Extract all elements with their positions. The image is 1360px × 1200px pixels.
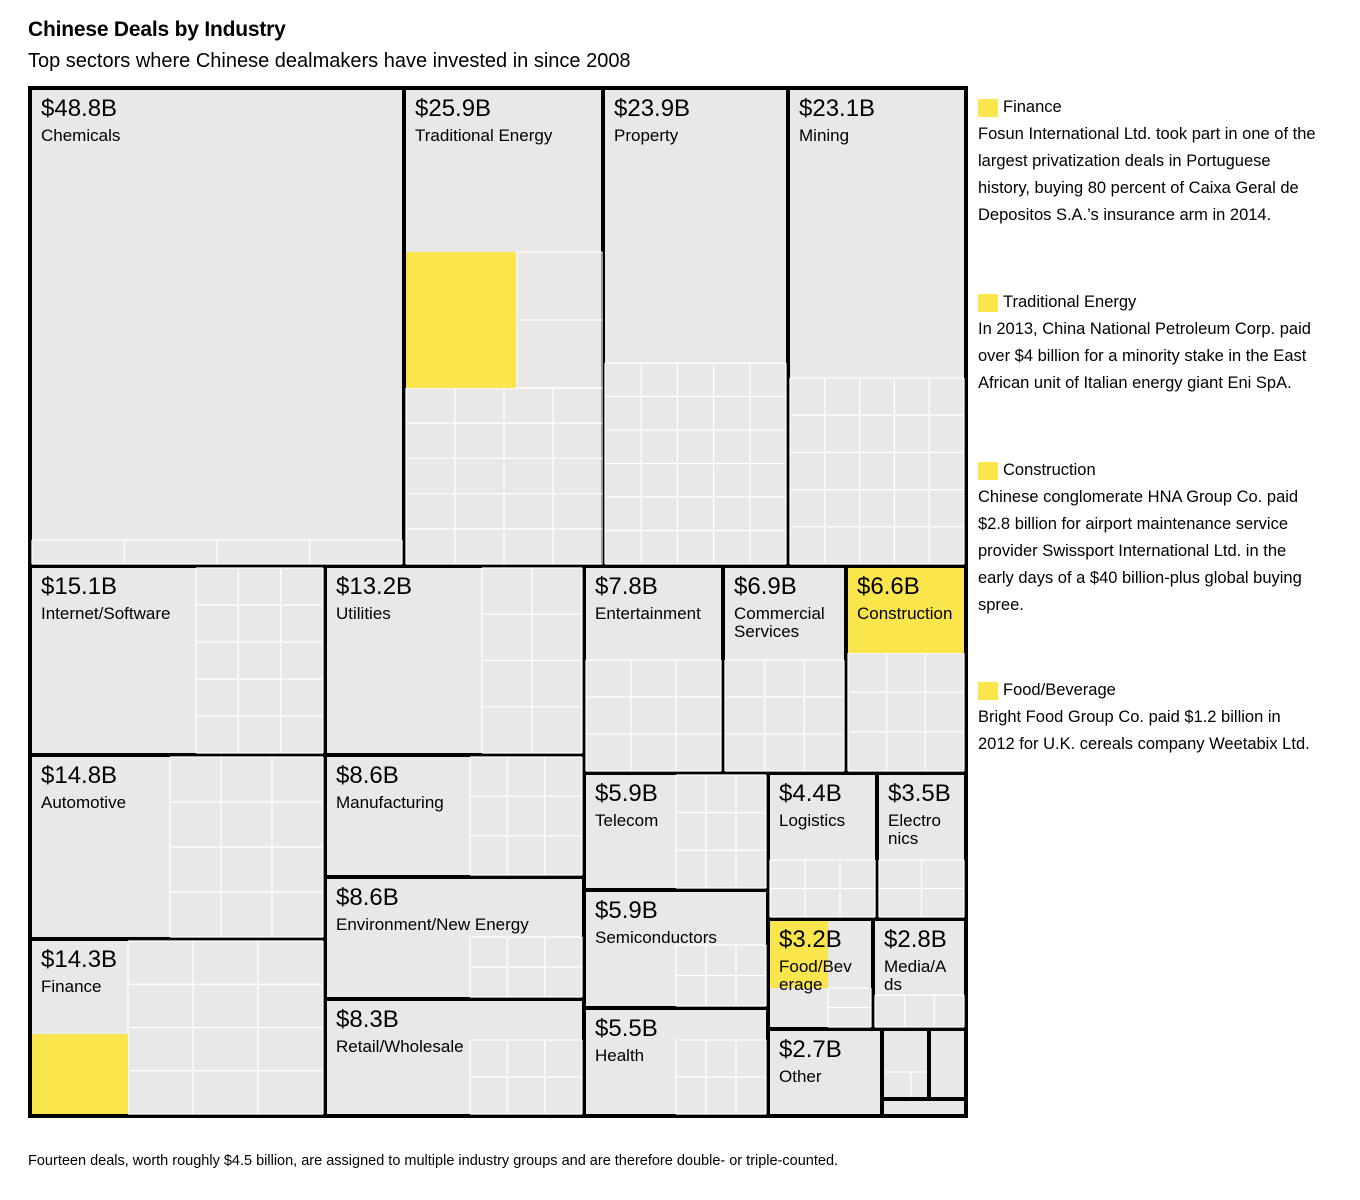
chart-title: Chinese Deals by Industry bbox=[28, 18, 286, 41]
tile-small bbox=[931, 1031, 964, 1097]
tile-label: Entertainment bbox=[595, 604, 701, 623]
tile-label: Media/A bbox=[884, 957, 947, 976]
note-finance bbox=[978, 94, 1318, 229]
highlight-deal bbox=[406, 252, 516, 388]
tile-label: Mining bbox=[799, 126, 850, 145]
tile-manufacturing bbox=[327, 757, 582, 875]
note-heading: Construction bbox=[1003, 461, 1096, 479]
tile-value: $13.2B bbox=[336, 573, 413, 600]
tile-label: Commercial bbox=[734, 604, 825, 623]
tile-food-beverage bbox=[770, 921, 871, 1027]
tile-small bbox=[884, 1101, 964, 1114]
highlight-swatch-icon bbox=[978, 462, 998, 480]
highlight-swatch-icon bbox=[978, 99, 998, 117]
highlight-swatch-icon bbox=[978, 294, 998, 312]
tile-commercial-services bbox=[725, 568, 844, 771]
tile-label: Electro bbox=[888, 811, 941, 830]
tile-label: Traditional Energy bbox=[415, 126, 553, 145]
tile-other bbox=[770, 1031, 880, 1114]
tile-value: $3.2B bbox=[779, 926, 842, 953]
tile-label: nics bbox=[888, 829, 919, 848]
note-heading: Traditional Energy bbox=[1003, 293, 1137, 311]
tile-value: $4.4B bbox=[779, 780, 842, 807]
tile-label: Utilities bbox=[336, 604, 391, 623]
note-text: Fosun International Ltd. took part in one of the largest privatization deals in Portuguese history, buying 80 percent of Caixa Geral de Depositos S.A.’s insurance arm in 2014. bbox=[978, 125, 1316, 224]
tile-label: Health bbox=[595, 1046, 645, 1065]
tile-label: Food/Bev bbox=[779, 957, 852, 976]
tile-value: $48.8B bbox=[41, 95, 118, 122]
tile-value: $6.9B bbox=[734, 573, 797, 600]
note-text: Bright Food Group Co. paid $1.2 billion in 2012 for U.K. cereals company Weetabix Ltd. bbox=[978, 708, 1310, 753]
tile-rect bbox=[32, 90, 402, 564]
tile-environment-new-energy bbox=[327, 879, 582, 997]
tile-value: $2.8B bbox=[884, 926, 947, 953]
tile-label: Logistics bbox=[779, 811, 846, 830]
tile-media-ads bbox=[875, 921, 964, 1027]
tile-label: Finance bbox=[41, 977, 102, 996]
tile-rect bbox=[931, 1031, 964, 1097]
tile-retail-wholesale bbox=[327, 1001, 582, 1114]
tile-chemicals bbox=[32, 90, 402, 564]
tile-small bbox=[884, 1031, 927, 1097]
tile-value: $23.1B bbox=[799, 95, 876, 122]
tile-construction bbox=[848, 568, 964, 771]
tile-value: $25.9B bbox=[415, 95, 492, 122]
tile-label: Construction bbox=[857, 604, 953, 623]
tile-label: Retail/Wholesale bbox=[336, 1037, 464, 1056]
tile-utilities bbox=[327, 568, 582, 753]
tile-entertainment bbox=[586, 568, 721, 771]
tile-property bbox=[605, 90, 786, 564]
tile-value: $15.1B bbox=[41, 573, 118, 600]
tile-label: Other bbox=[779, 1067, 822, 1086]
highlight-swatch-icon bbox=[978, 682, 998, 700]
note-heading: Finance bbox=[1003, 98, 1062, 116]
tile-label: Environment/New Energy bbox=[336, 915, 529, 934]
tile-rect bbox=[884, 1101, 964, 1114]
tile-label: Telecom bbox=[595, 811, 659, 830]
note-construction bbox=[978, 457, 1318, 619]
tile-rect bbox=[790, 90, 964, 564]
tile-label: Property bbox=[614, 126, 679, 145]
tile-finance bbox=[32, 941, 323, 1114]
tile-logistics bbox=[770, 775, 875, 917]
tile-label: erage bbox=[779, 975, 823, 994]
tile-value: $5.5B bbox=[595, 1015, 658, 1042]
tile-value: $8.3B bbox=[336, 1006, 399, 1033]
chart-subtitle: Top sectors where Chinese dealmakers have invested in since 2008 bbox=[28, 50, 631, 72]
tile-label: ds bbox=[884, 975, 902, 994]
tile-label: Semiconductors bbox=[595, 928, 717, 947]
tile-label: Manufacturing bbox=[336, 793, 444, 812]
tile-value: $5.9B bbox=[595, 897, 658, 924]
tile-value: $7.8B bbox=[595, 573, 658, 600]
tile-label: Automotive bbox=[41, 793, 127, 812]
tile-rect bbox=[605, 90, 786, 564]
tile-value: $6.6B bbox=[857, 573, 920, 600]
tile-electronics bbox=[879, 775, 964, 917]
tile-value: $2.7B bbox=[779, 1036, 842, 1063]
tile-label: Chemicals bbox=[41, 126, 121, 145]
tile-label: Internet/Software bbox=[41, 604, 171, 623]
footnote: Fourteen deals, worth roughly $4.5 billion, are assigned to multiple industry groups and are therefore double- or triple-counted. bbox=[28, 1153, 839, 1169]
tile-health bbox=[586, 1010, 766, 1114]
tile-semiconductors bbox=[586, 892, 766, 1006]
highlight-deal bbox=[32, 1034, 128, 1114]
tile-value: $8.6B bbox=[336, 762, 399, 789]
note-traditional-energy bbox=[978, 289, 1318, 397]
tile-value: $8.6B bbox=[336, 884, 399, 911]
tile-value: $23.9B bbox=[614, 95, 691, 122]
note-text: In 2013, China National Petroleum Corp. paid over $4 billion for a minority stake in the East African unit of Italian energy giant Eni SpA. bbox=[978, 320, 1311, 392]
tile-automotive bbox=[32, 757, 323, 937]
tile-mining bbox=[790, 90, 964, 564]
tile-value: $3.5B bbox=[888, 780, 951, 807]
tile-rect bbox=[884, 1031, 927, 1097]
tile-telecom bbox=[586, 775, 766, 888]
tile-value: $14.3B bbox=[41, 946, 118, 973]
tile-traditional-energy bbox=[406, 90, 602, 564]
note-heading: Food/Beverage bbox=[1003, 681, 1116, 699]
tile-value: $5.9B bbox=[595, 780, 658, 807]
note-food-beverage bbox=[978, 677, 1318, 758]
tile-label: Services bbox=[734, 622, 800, 641]
tile-internet-software bbox=[32, 568, 323, 753]
note-text: Chinese conglomerate HNA Group Co. paid $2.8 billion for airport maintenance service provider Swissport International Ltd. in the early days of a $40 billion-plus global buying spree. bbox=[978, 488, 1302, 614]
tile-value: $14.8B bbox=[41, 762, 118, 789]
